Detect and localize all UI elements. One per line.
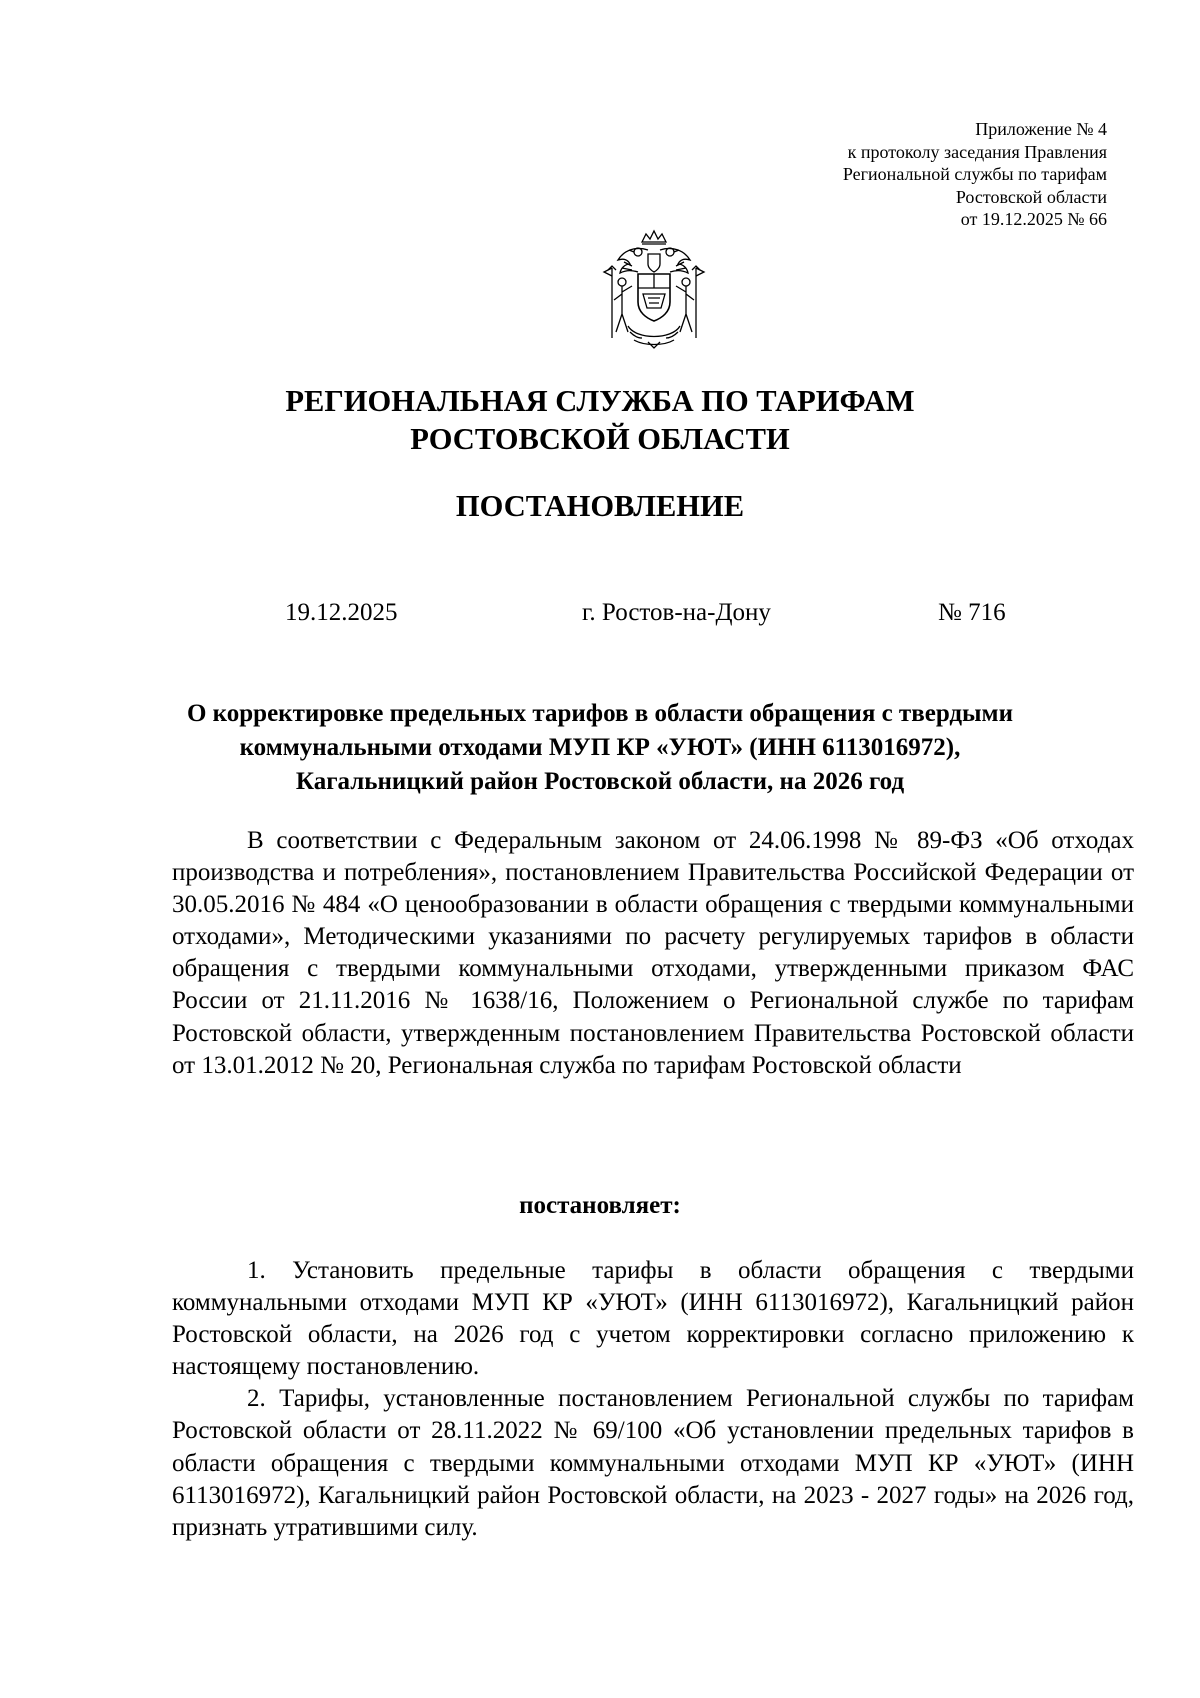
appendix-note-line: от 19.12.2025 № 66: [960, 209, 1107, 229]
document-number: № 716: [938, 599, 1006, 626]
document-subject-line: коммунальными отходами МУП КР «УЮТ» (ИНН 6113016972),: [239, 734, 961, 761]
document-subject-line: Кагальницкий район Ростовской области, на 2026 год: [295, 768, 905, 795]
document-subject: [140, 697, 1060, 799]
organization-title-line: РОСТОВСКОЙ ОБЛАСТИ: [410, 422, 790, 456]
appendix-note-line: Ростовской области: [955, 186, 1107, 207]
clauses-list: [172, 1255, 1134, 1544]
clause-paragraph: 2. Тарифы, установленные постановлением Региональной службы по тарифам Ростовской области от 28.11.2022 № 69/100 «Об установлении предельных тарифов в области обращения с твердыми коммунальными отходами МУП КР «УЮТ» (ИНН 6113016972), Кагальницкий район Ростовской области, на 2023 - 2027 годы» на 2026 год, признать утратившими силу.: [172, 1385, 1134, 1541]
preamble-paragraph: В соответствии с Федеральным законом от 24.06.1998 № 89-ФЗ «Об отходах производства и потребления», постановлением Правительства Российской Федерации от 30.05.2016 № 484 «О ценообразовании в области обращения с твердыми коммунальными отходами», Методическими указаниями по расчету регулируемых тарифов в области обращения с твердыми коммунальными отходами, утвержденными приказом ФАС России от 21.11.2016 № 1638/16, Положением о Региональной службе по тарифам Ростовской области, утвержденным постановлением Правительства Ростовской области от 13.01.2012 № 20, Региональная служба по тарифам Ростовской области: [172, 827, 1134, 1079]
appendix-note-line: к протоколу заседания Правления: [847, 141, 1107, 162]
appendix-note-line: Региональной службы по тарифам: [842, 164, 1107, 184]
document-city: г. Ростов-на-Дону: [582, 599, 771, 626]
document-date: 19.12.2025: [285, 599, 398, 626]
clause-paragraph: 1. Установить предельные тарифы в области обращения с твердыми коммунальными отходами МУП КР «УЮТ» (ИНН 6113016972), Кагальницкий район Ростовской области, на 2026 год с учетом корректировки согласно приложению к настоящему постановлению.: [172, 1257, 1134, 1381]
resolves-heading: постановляет:: [519, 1192, 681, 1219]
organization-title: [0, 382, 1200, 458]
coat-of-arms-icon: [598, 228, 710, 352]
appendix-note: [747, 118, 1107, 231]
document-subject-line: О корректировке предельных тарифов в области обращения с твердыми: [186, 700, 1013, 727]
organization-title-line: РЕГИОНАЛЬНАЯ СЛУЖБА ПО ТАРИФАМ: [285, 384, 915, 418]
document-type: ПОСТАНОВЛЕНИЕ: [455, 489, 745, 523]
appendix-note-line: Приложение № 4: [975, 119, 1107, 139]
